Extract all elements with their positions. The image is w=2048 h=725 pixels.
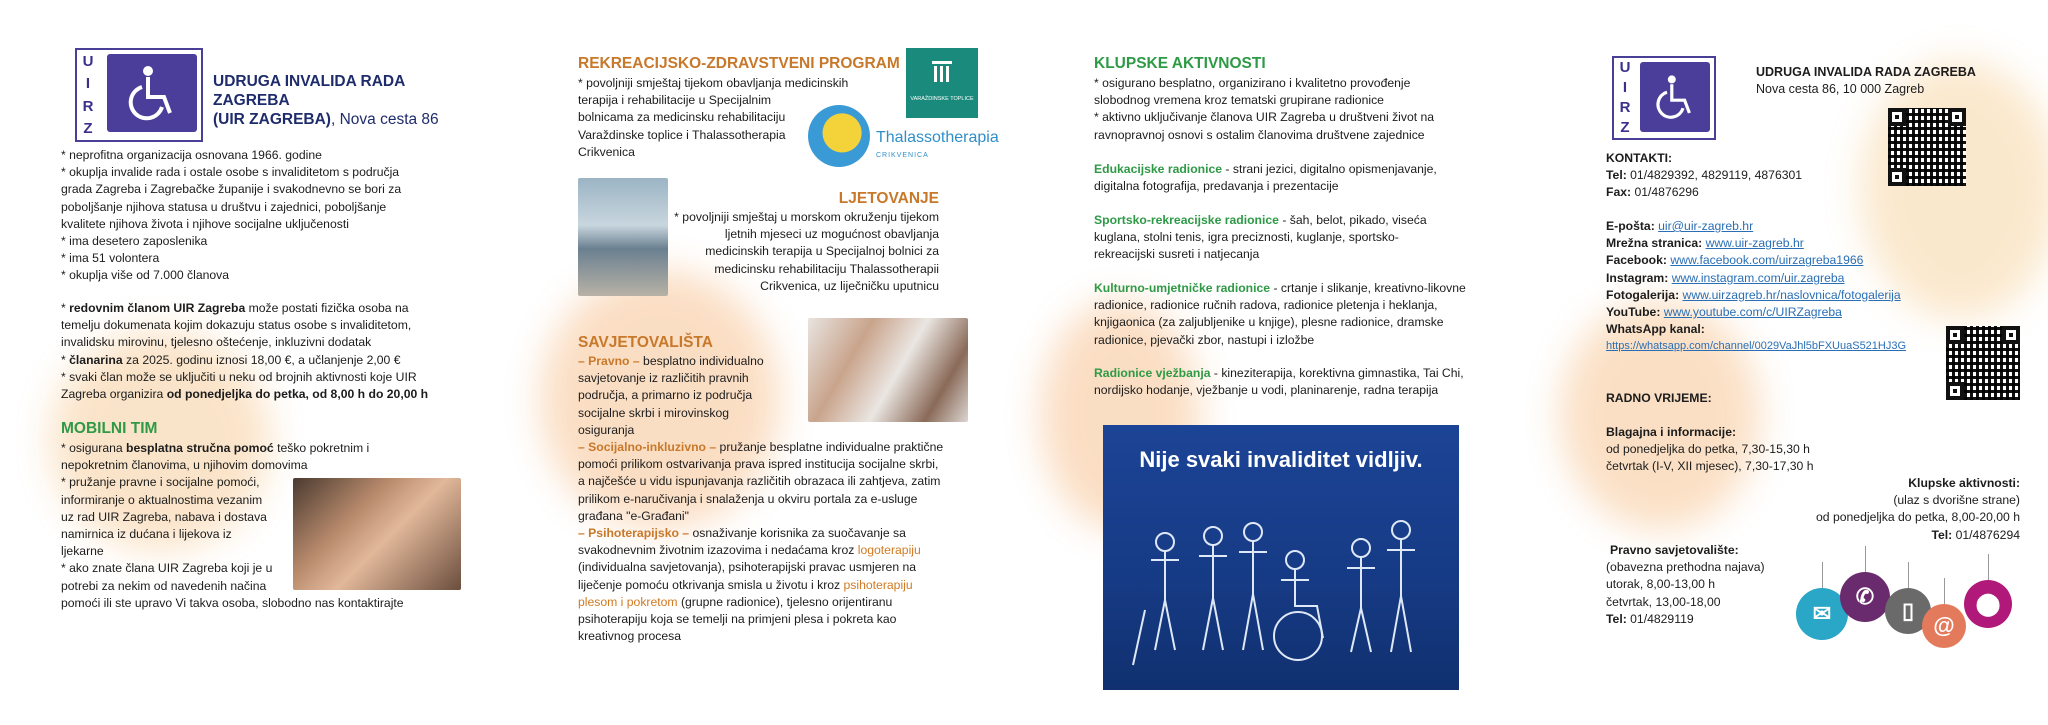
people-illustration xyxy=(1103,520,1459,690)
exercise-workshops: Radionice vježbanja - kineziterapija, korektivna gimnastika, Tai Chi, nordijsko hodanje, vježbanje u vodi, planinarenje, radna terapija xyxy=(1094,366,1464,398)
mobile-team-text: * osigurana besplatna stručna pomoć teško pokretnim i nepokretnim članovima, u njihovim domovima * pružanje pravne i socijalne pomoći, informiranje o aktualnostima vezanim uz rad UIR Zagreba, nabava i dostava namirnica iz dućana i lijekova iz ljekarne * ako znate člana UIR Zagreba koji je u potrebi za nekim od navedenih načina pomoći ili ste upravo Vi takva osoba, slobodno nas kontaktirajte xyxy=(61,441,404,610)
org-heading: UDRUGA INVALIDA RADA ZAGREBA Nova cesta 86, 10 000 Zagreb xyxy=(1756,65,1976,96)
gallery-link[interactable]: www.uirzagreb.hr/naslovnica/fotogalerija xyxy=(1682,287,1901,302)
membership-info: * redovnim članom UIR Zagreba može postati fizička osoba na temelju dokumenata kojim dokazuju status osobe s invaliditetom, invalidsku mirovinu, tjelesno oštećenje, inkluzivni dodatak * članarina za 2025. godinu iznosi 18,00 €, a učlanjenje 2,00 € * svaki član može se uključiti u neku od brojnih aktivnosti koje UIR Zagreba organizira od ponedjeljka do petka, od 8,00 h do 20,00 h xyxy=(61,301,429,402)
envelope-icon: ✉ xyxy=(1796,588,1848,640)
rekreacija-text: * povoljniji smještaj tijekom obavljanja medicinskih terapija i rehabilitacije u Specijalnim bolnicama za medicinsku rehabilitaciju Varaždinske toplice i Thalassotherapia Crikvenica xyxy=(578,76,849,159)
radno-title: RADNO VRIJEME: xyxy=(1606,391,1712,405)
holding-hands-photo xyxy=(293,478,461,590)
instagram-link[interactable]: www.instagram.com/uir.zagreba xyxy=(1671,270,1845,285)
wheelchair-icon xyxy=(107,54,197,132)
blagajna-hours: Blagajna i informacije: od ponedjeljka do petka, 7,30-15,30 h četvrtak (I-V, XII mjesec), 7,30-17,30 h xyxy=(1606,425,1814,474)
legal-hours: Pravno savjetovalište: (obavezna prethodna najava) utorak, 8,00-13,00 h četvrtak, 13,00-18,00 Tel: 01/4829119 xyxy=(1606,543,1765,626)
club-hours: Klupske aktivnosti: (ulaz s dvorišne strane) od ponedjeljka do petka, 8,00-20,00 h Tel: 01/4876294 xyxy=(1816,476,2020,542)
logo-letters: U I R Z xyxy=(1619,59,1631,137)
at-icon: @ xyxy=(1922,604,1966,648)
phone-icon: ✆ xyxy=(1840,572,1890,622)
klub-title: KLUPSKE AKTIVNOSTI xyxy=(1094,55,1266,72)
panel-about xyxy=(55,0,475,725)
uir-logo xyxy=(1612,56,1716,140)
online-links: E-pošta: uir@uir-zagreb.hr Mrežna stranica: www.uir-zagreb.hr Facebook: www.facebook.com/uirzagreba1966 Instagram: www.instagram.com/uir.zagreba Fotogalerija: www.uirzagreb.hr/naslovnica/fotogalerija YouTube: www.youtube.com/c/UIRZagreba WhatsApp kanal: https://whatsapp.com/channel/0029VaJhl5bFXUuaS521HJ3G xyxy=(1606,219,1907,353)
qr-code-whatsapp[interactable] xyxy=(1946,326,2020,400)
edu-workshops: Edukacijske radionice - strani jezici, digitalno opismenjavanje, digitalna fotografija, predavanja i prezentacije xyxy=(1094,162,1437,194)
ljetovanje-text: * povoljniji smještaj u morskom okruženju tijekom ljetnih mjeseci uz mogućnost obavljanja medicinskih terapija u Specijalnoj bolnici za medicinsku rehabilitaciju Thalassotherapii Crikvenica, uz liječničku uputnicu xyxy=(674,210,939,293)
sport-workshops: Sportsko-rekreacijske radionice - šah, belot, pikado, viseća kuglana, stolni tenis, igra preciznosti, kuglanje, sportsko- rekreacijski susreti i natjecanja xyxy=(1094,213,1427,262)
ljetovanje-title: LJETOVANJE xyxy=(838,190,939,207)
savjetovalista-title: SAVJETOVALIŠTA xyxy=(578,334,713,351)
panel-club xyxy=(1088,0,1513,725)
culture-workshops: Kulturno-umjetničke radionice - crtanje i slikanje, kreativno-likovne radionice, radionice ručnih radova, radionice pletenja i heklanja, knjigaonica (za zaljubljenike u knjige), plesne radionice, dramske radionice, pjevački zbor, nastupi i izložbe xyxy=(1094,281,1466,347)
savjetovalista-text: – Pravno – besplatno individualno savjetovanje iz različitih pravnih područja, a primarno iz područja socijalne skrbi i mirovinskog osiguranja – Socijalno-inkluzivno – pružanje besplatne individualne praktične pomoći prilikom ostvarivanja prava ispred institucija socijalne skrbi, a najčešće u vidu ispunjavanja različitih obrazaca ili zahtjeva, zatim prilikom e-naručivanja i snalaženja u okviru portala za e-usluge građana "e-Građani" – Psihoterapijsko – osnaživanje korisnika za suočavanje sa svakodnevnim životnim izazovima i nedaćama kroz logoterapiju (individualna savjetovanja), psihoterapijski pravac usmjeren na liječenje pomoću otkrivanja smisla u životu i kroz psihoterapiju plesom i pokretom (grupne radionice), tjelesno orijentiranu psihoterapiju koja se temelji na primjeni plesa i pokreta kao kreativnog procesa xyxy=(578,354,944,644)
banner-text: Nije svaki invaliditet vidljiv. xyxy=(1139,447,1423,472)
thalasso-logo: Thalassotherapia CRIKVENICA xyxy=(808,105,998,169)
logo-letters: U I R Z xyxy=(82,52,94,138)
youtube-link[interactable]: www.youtube.com/c/UIRZagreba xyxy=(1663,305,1842,320)
org-heading: UDRUGA INVALIDA RADA ZAGREBA (UIR ZAGREBA), Nova cesta 86 xyxy=(213,73,439,128)
email-link[interactable]: uir@uir-zagreb.hr xyxy=(1658,219,1754,233)
uir-logo xyxy=(75,48,203,142)
panel-programs xyxy=(572,0,997,725)
klub-text: * osigurano besplatno, organizirano i kvalitetno provođenje slobodnog vremena kroz tematski grupirane radionice * aktivno uključivanje članova UIR Zagreba u društveni život na ravnopravnoj osnovi s ostalim članovima društvene zajednice xyxy=(1094,76,1435,142)
panel-contacts xyxy=(1600,0,2020,725)
mobile-icon: ▯ xyxy=(1885,588,1931,634)
varazdin-logo: VARAŽDINSKE TOPLICE xyxy=(906,48,978,118)
rekreacija-title: REKREACIJSKO-ZDRAVSTVENI PROGRAM xyxy=(578,55,900,72)
facts-list: * neprofitna organizacija osnovana 1966. godine * okuplja invalide rada i ostale osobe s invaliditetom s područja grada Zagreba i Zagrebačke županije i svakodnevno se bori za poboljšanje njihova statusa u društvu i zajednici, poboljšanje kvalitete njihova života i njihove socijalne uključenosti * ima desetero zaposlenika * ima 51 volontera * okuplja više od 7.000 članova xyxy=(61,148,402,283)
website-link[interactable]: www.uir-zagreb.hr xyxy=(1705,236,1804,251)
contacts: KONTAKTI: Tel: 01/4829392, 4829119, 4876301 Fax: 01/4876296 xyxy=(1606,151,1803,200)
whatsapp-link[interactable]: https://whatsapp.com/channel/0029VaJhl5bFXUuaS521HJ3G xyxy=(1606,340,1907,353)
awareness-banner xyxy=(1103,425,1459,690)
mobile-team-title: MOBILNI TIM xyxy=(61,420,158,437)
location-pin-icon: ⬤ xyxy=(1964,580,2012,628)
facebook-link[interactable]: www.facebook.com/uirzagreba1966 xyxy=(1670,253,1864,268)
wheelchair-icon xyxy=(1640,62,1710,132)
